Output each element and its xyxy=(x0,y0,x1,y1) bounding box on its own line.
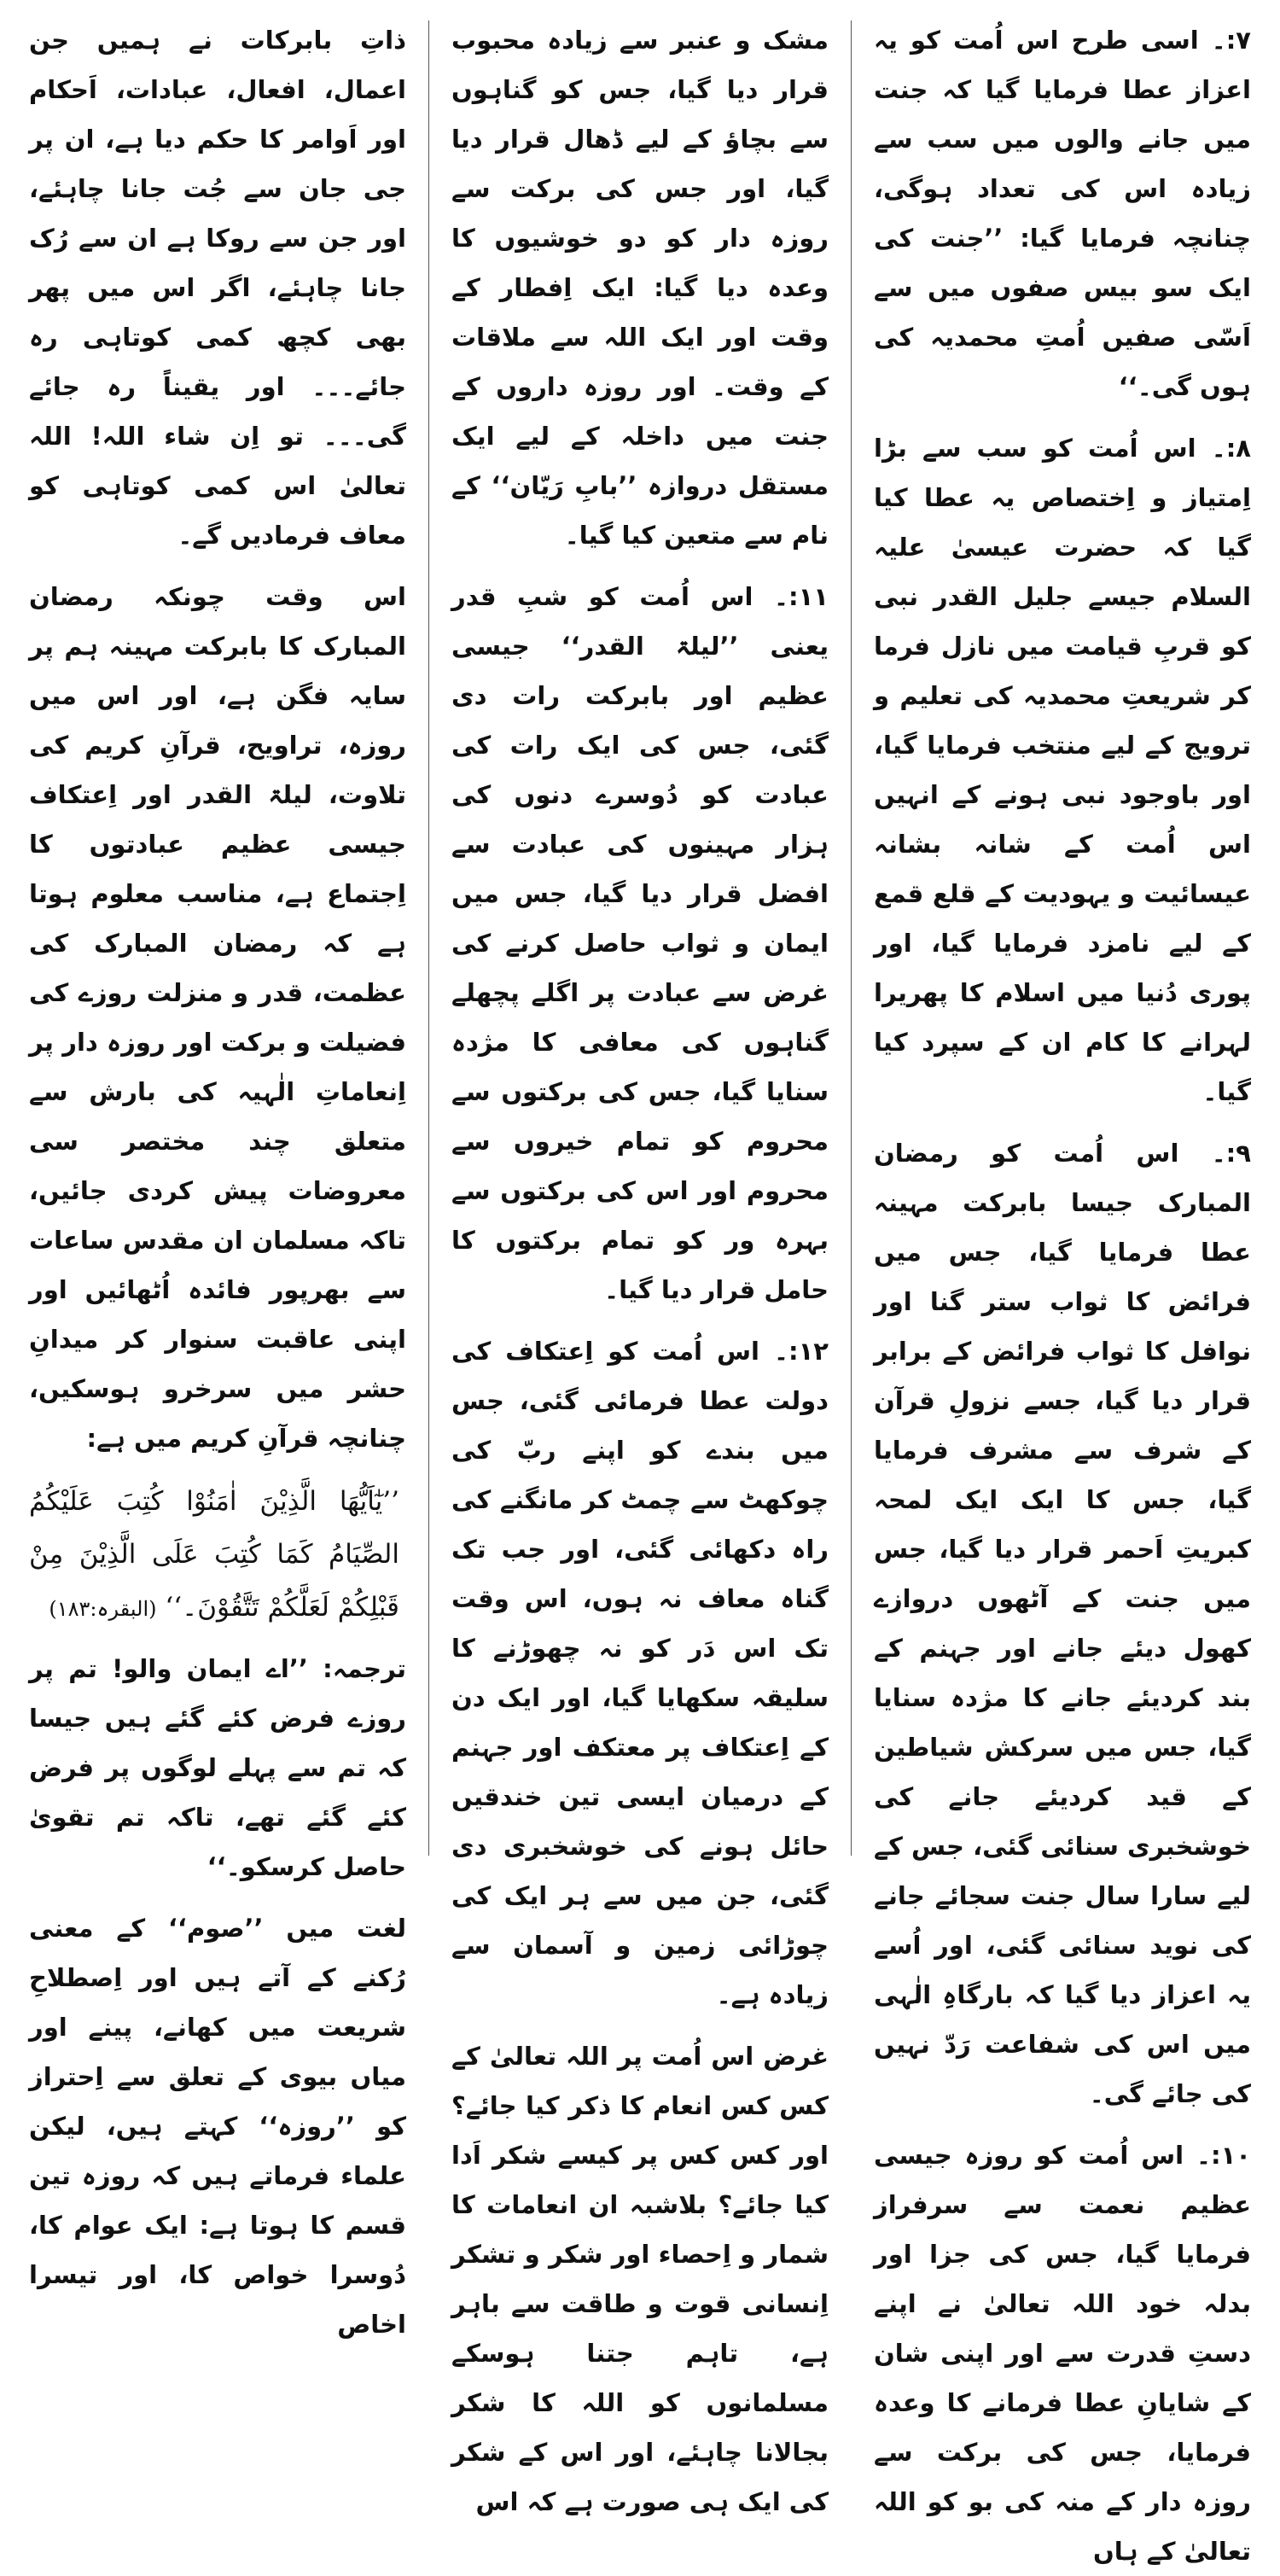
paragraph-point-9: ۹:۔ اس اُمت کو رمضان المبارک جیسا بابرکت مہینہ عطا فرمایا گیا، جس میں فرائض کا ثواب ستر گنا اور نوافل کا ثواب فرائض کے برابر قرار دیا گیا، جسے نزولِ قرآن کے شرف سے مشرف فرمایا گیا، جس کا ایک ایک لمحہ کبریتِ اَحمر قرار دیا گیا، جس میں جنت کے آٹھوں دروازے کھول دیئے جانے اور جہنم کے بند کردیئے جانے کا مژدہ سنایا گیا، جس میں سرکش شیاطین کے قید کردیئے جانے کی خوشخبری سنائی گئی، جس کے لیے سارا سال جنت سجائے جانے کی نوید سنائی گئی، اور اُسے یہ اعزاز دیا گیا کہ بارگاہِ الٰہی میں اس کی شفاعت رَدّ نہیں کی جائے گی۔ xyxy=(874,1139,1251,2108)
text-column-right xyxy=(864,15,1261,2566)
paragraph-translation: ترجمہ: ’’اے ایمان والو! تم پر روزے فرض کئے گئے ہیں جیسا کہ تم سے پہلے لوگوں پر فرض کئے گئے تھے، تاکہ تم تقویٰ حاصل کرسکو۔‘‘ xyxy=(29,1654,406,1881)
paragraph-definition: لغت میں ’’صوم‘‘ کے معنی رُکنے کے آتے ہیں اور اِصطلاحِ شریعت میں کھانے، پینے اور میاں بیوی کے تعلق سے اِحتراز کو ’’روزہ‘‘ کہتے ہیں، لیکن علماء فرماتے ہیں کہ روزہ تین قسم کا ہوتا ہے: ایک عوام کا، دُوسرا خواص کا، اور تیسرا اخاص xyxy=(29,1914,406,2339)
column-divider xyxy=(428,20,429,1856)
quran-verse xyxy=(29,1475,406,1635)
text-column-middle xyxy=(441,15,839,2516)
column-divider xyxy=(851,20,852,1856)
text-column-left xyxy=(19,15,416,2339)
paragraph-continuation: ذاتِ بابرکات نے ہمیں جن اعمال، افعال، عبادات، اَحکام اور اَوامر کا حکم دیا ہے، ان پر جی جان سے جُت جانا چاہئے، اور جن سے روکا ہے ان سے رُک جانا چاہئے، اگر اس میں پھر بھی کچھ کمی کوتاہی رہ جائے۔۔۔ اور یقیناً رہ جائے گی۔۔۔ تو اِن شاء اللہ! اللہ تعالیٰ اس کمی کوتاہی کو معاف فرمادیں گے۔ xyxy=(29,26,406,550)
paragraph-continuation: مشک و عنبر سے زیادہ محبوب قرار دیا گیا، جس کو گناہوں سے بچاؤ کے لیے ڈھال قرار دیا گیا، اور جس کی برکت سے روزہ دار کو دو خوشیوں کا وعدہ دیا گیا: ایک اِفطار کے وقت اور ایک اللہ سے ملاقات کے وقت۔ اور روزہ داروں کے جنت میں داخلہ کے لیے ایک مستقل دروازہ ’’بابِ رَیّان‘‘ کے نام سے متعین کیا گیا۔ xyxy=(451,26,829,550)
verse-text: ’’یٰٓاَیُّهَا الَّذِیْنَ اٰمَنُوْا كُتِبَ عَلَیْكُمُ الصِّیَامُ كَمَا كُتِبَ عَلَی الَّذِیْنَ مِنْ قَبْلِكُمْ لَعَلَّكُمْ تَتَّقُوْنَ۔‘‘ xyxy=(29,1486,399,1623)
paragraph-point-12: ۱۲:۔ اس اُمت کو اِعتکاف کی دولت عطا فرمائی گئی، جس میں بندے کو اپنے ربّ کی چوکھٹ سے چمٹ کر مانگنے کی راہ دکھائی گئی، اور جب تک گناہ معاف نہ ہوں، اس وقت تک اس دَر کو نہ چھوڑنے کا سلیقہ سکھایا گیا، اور ایک دن کے اِعتکاف پر معتکف اور جہنم کے درمیان ایسی تین خندقیں حائل ہونے کی خوشخبری دی گئی، جن میں سے ہر ایک کی چوڑائی زمین و آسمان سے زیادہ ہے۔ xyxy=(451,1337,829,2009)
paragraph-point-10: ۱۰:۔ اس اُمت کو روزہ جیسی عظیم نعمت سے سرفراز فرمایا گیا، جس کی جزا اور بدلہ خود اللہ تعالیٰ نے اپنے دستِ قدرت سے اور اپنی شان کے شایانِ عطا فرمانے کا وعدہ فرمایا، جس کی برکت سے روزہ دار کے منہ کی بو کو اللہ تعالیٰ کے ہاں xyxy=(874,2141,1251,2566)
paragraph-point-8: ۸:۔ اس اُمت کو سب سے بڑا اِمتیاز و اِختصاص یہ عطا کیا گیا کہ حضرت عیسیٰ علیہ السلام جیسے جلیل القدر نبی کو قربِ قیامت میں نازل فرما کر شریعتِ محمدیہ کی تعلیم و ترویج کے لیے منتخب فرمایا گیا، اور باوجود نبی ہونے کے انہیں اس اُمت کے شانہ بشانہ عیسائیت و یہودیت کے قلع قمع کے لیے نامزد فرمایا گیا، اور پوری دُنیا میں اسلام کا پھریرا لہرانے کا کام ان کے سپرد کیا گیا۔ xyxy=(874,434,1251,1106)
verse-reference: (البقرہ:۱۸۳) xyxy=(49,1597,157,1621)
paragraph-ramadan-intro: اس وقت چونکہ رمضان المبارک کا بابرکت مہینہ ہم پر سایہ فگن ہے، اور اس میں روزہ، تراویح، قرآنِ کریم کی تلاوت، لیلۃ القدر اور اِعتکاف جیسی عظیم عبادتوں کا اِجتماع ہے، مناسب معلوم ہوتا ہے کہ رمضان المبارک کی عظمت، قدر و منزلت روزے کی فضیلت و برکت اور روزہ دار پر اِنعاماتِ الٰہیہ کی بارش سے متعلق چند مختصر سی معروضات پیش کردی جائیں، تاکہ مسلمان ان مقدس ساعات سے بھرپور فائدہ اُٹھائیں اور اپنی عاقبت سنوار کر میدانِ حشر میں سرخرو ہوسکیں، چنانچہ قرآنِ کریم میں ہے: xyxy=(29,582,406,1453)
paragraph-point-11: ۱۱:۔ اس اُمت کو شبِ قدر یعنی ’’لیلۃ القدر‘‘ جیسی عظیم اور بابرکت رات دی گئی، جس کی ایک رات کی عبادت کو دُوسرے دنوں کی ہزار مہینوں کی عبادت سے افضل قرار دیا گیا، جس میں ایمان و ثواب حاصل کرنے کی غرض سے عبادت پر اگلے پچھلے گناہوں کی معافی کا مژدہ سنایا گیا، جس کی برکتوں سے محروم کو تمام خیروں سے محروم اور اس کی برکتوں سے بہرہ ور کو تمام برکتوں کا حامل قرار دیا گیا۔ xyxy=(451,582,829,1304)
paragraph-point-7: ۷:۔ اسی طرح اس اُمت کو یہ اعزاز عطا فرمایا گیا کہ جنت میں جانے والوں میں سب سے زیادہ اس کی تعداد ہوگی، چنانچہ فرمایا گیا: ’’جنت کی ایک سو بیس صفوں میں سے اَسّی صفیں اُمتِ محمدیہ کی ہوں گی۔‘‘ xyxy=(874,26,1251,401)
paragraph-summary: غرض اس اُمت پر اللہ تعالیٰ کے کس کس انعام کا ذکر کیا جائے؟ اور کس کس پر کیسے شکر اَدا کیا جائے؟ بلاشبہ ان انعامات کا شمار و اِحصاء اور شکر و تشکر اِنسانی قوت و طاقت سے باہر ہے، تاہم جتنا ہوسکے مسلمانوں کو اللہ کا شکر بجالانا چاہئے، اور اس کے شکر کی ایک ہی صورت ہے کہ اس xyxy=(451,2042,829,2516)
